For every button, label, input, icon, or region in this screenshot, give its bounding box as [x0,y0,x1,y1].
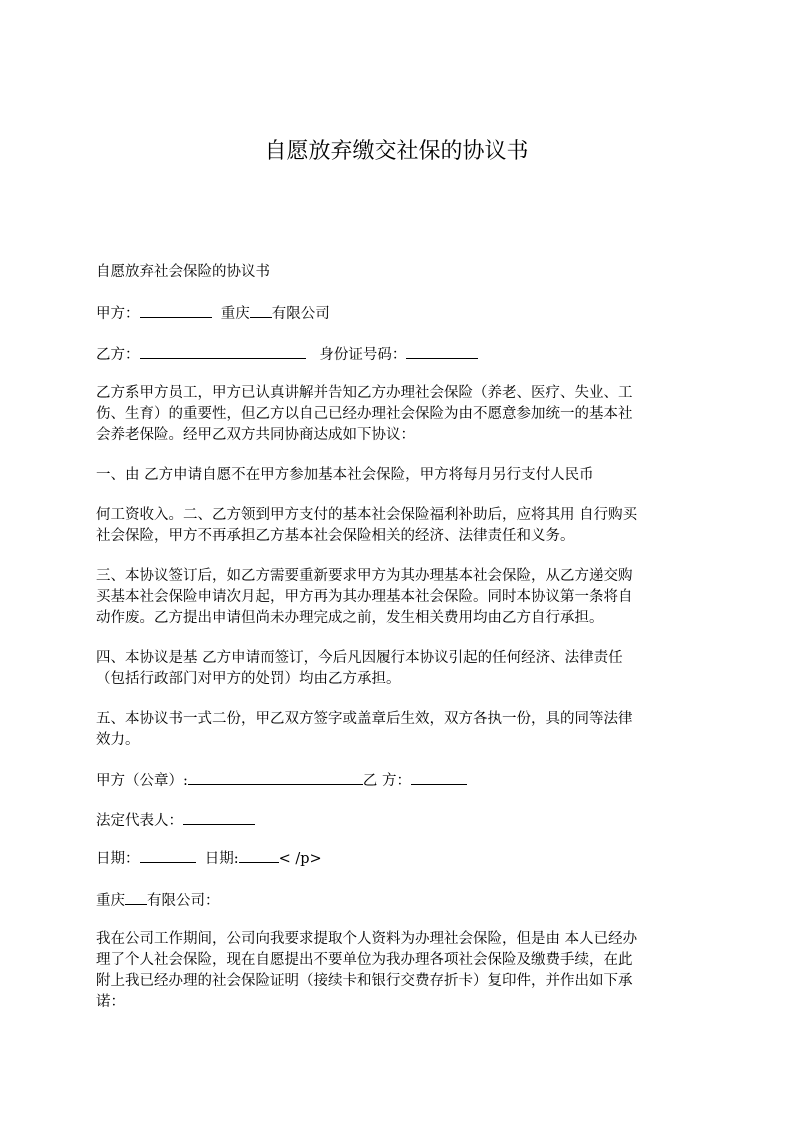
date-blank-1 [140,846,196,863]
letter-addressee [96,888,701,912]
party-b-sign-label: 乙 方： [362,773,411,789]
legal-rep-blank [183,808,255,825]
date-label-2: 日期: [204,851,239,867]
clause-3-line-3: 动作废。乙方提出申请但尚未办理完成之前，发生相关费用均由乙方自行承担。 [96,610,604,626]
id-number-label: 身份证号码： [319,347,407,363]
id-number-blank [406,342,478,359]
clause-4-line-1: 四、本协议是基 乙方申请而签订，今后凡因履行本协议引起的任何经济、法律责任 [96,650,623,666]
letter-body-line-1: 我在公司工作期间，公司向我要求提取个人资料为办理社会保险，但是由 本人已经办 [96,931,638,947]
intro-line-1: 乙方系甲方员工，甲方已认真讲解并告知乙方办理社会保险（养老、医疗、失业、工 [96,385,633,401]
party-a-line [96,301,701,325]
party-a-seal-label: 甲方（公章）: [96,773,188,789]
date-label-1: 日期： [96,851,140,867]
party-a-seal-blank [188,768,363,785]
intro-line-3: 会养老保险。经甲乙双方共同协商达成如下协议： [96,427,415,443]
party-a-blank [140,301,212,318]
party-a-label: 甲方： [96,306,140,322]
clause-2-line-1: 何工资收入。二、乙方领到甲方支付的基本社会保险福利补助后，应将其用 自行购买 [96,507,638,523]
party-a-company-prefix: 重庆 [220,306,250,322]
letter-company-blank [125,888,147,905]
company-name-blank [250,301,272,318]
stray-tag-text: < /p> [278,851,322,867]
clause-3-line-2: 买基本社会保险申请次月起，甲方再为其办理基本社会保险。同时本协议第一条将自 [96,589,633,605]
letter-body-line-4: 诺： [96,994,125,1010]
clause-4-line-2: （包括行政部门对甲方的处罚）均由乙方承担。 [96,671,401,687]
signature-line [96,768,701,792]
clause-5-line-2: 效力。 [96,732,140,748]
clause-5-line-1: 五、本协议书一式二份，甲乙双方签字或盖章后生效，双方各执一份，具的同等法律 [96,711,633,727]
party-b-name-blank [140,342,306,359]
legal-rep-line [96,808,701,832]
letter-addressee-prefix: 重庆 [96,893,125,909]
letter-addressee-suffix: 有限公司： [147,893,220,909]
party-b-sign-blank [411,768,467,785]
legal-rep-label: 法定代表人： [96,813,183,829]
party-b-line [96,342,701,366]
intro-line-2: 伤、生育）的重要性，但乙方以自己已经办理社会保险为由不愿意参加统一的基本社 [96,406,633,422]
party-a-company-suffix: 有限公司 [271,306,330,322]
document-subtitle: 自愿放弃社会保险的协议书 [96,264,270,280]
document-title: 自愿放弃缴交社保的协议书 [264,139,529,164]
letter-body-line-3: 附上我已经办理的社会保险证明（接续卡和银行交费存折卡）复印件，并作出如下承 [96,973,633,989]
clause-3-line-1: 三、本协议签订后，如乙方需要重新要求甲方为其办理基本社会保险，从乙方递交购 [96,568,633,584]
party-b-label: 乙方： [96,347,140,363]
clause-1: 一、由 乙方申请自愿不在甲方参加基本社会保险，甲方将每月另行支付人民币 [96,467,594,483]
date-line [96,846,701,870]
letter-body-line-2: 理了个人社会保险，现在自愿提出不要单位为我办理各项社会保险及缴费手续，在此 [96,952,633,968]
date-blank-2 [239,846,279,863]
clause-2-line-2: 社会保险，甲方不再承担乙方基本社会保险相关的经济、法律责任和义务。 [96,528,575,544]
